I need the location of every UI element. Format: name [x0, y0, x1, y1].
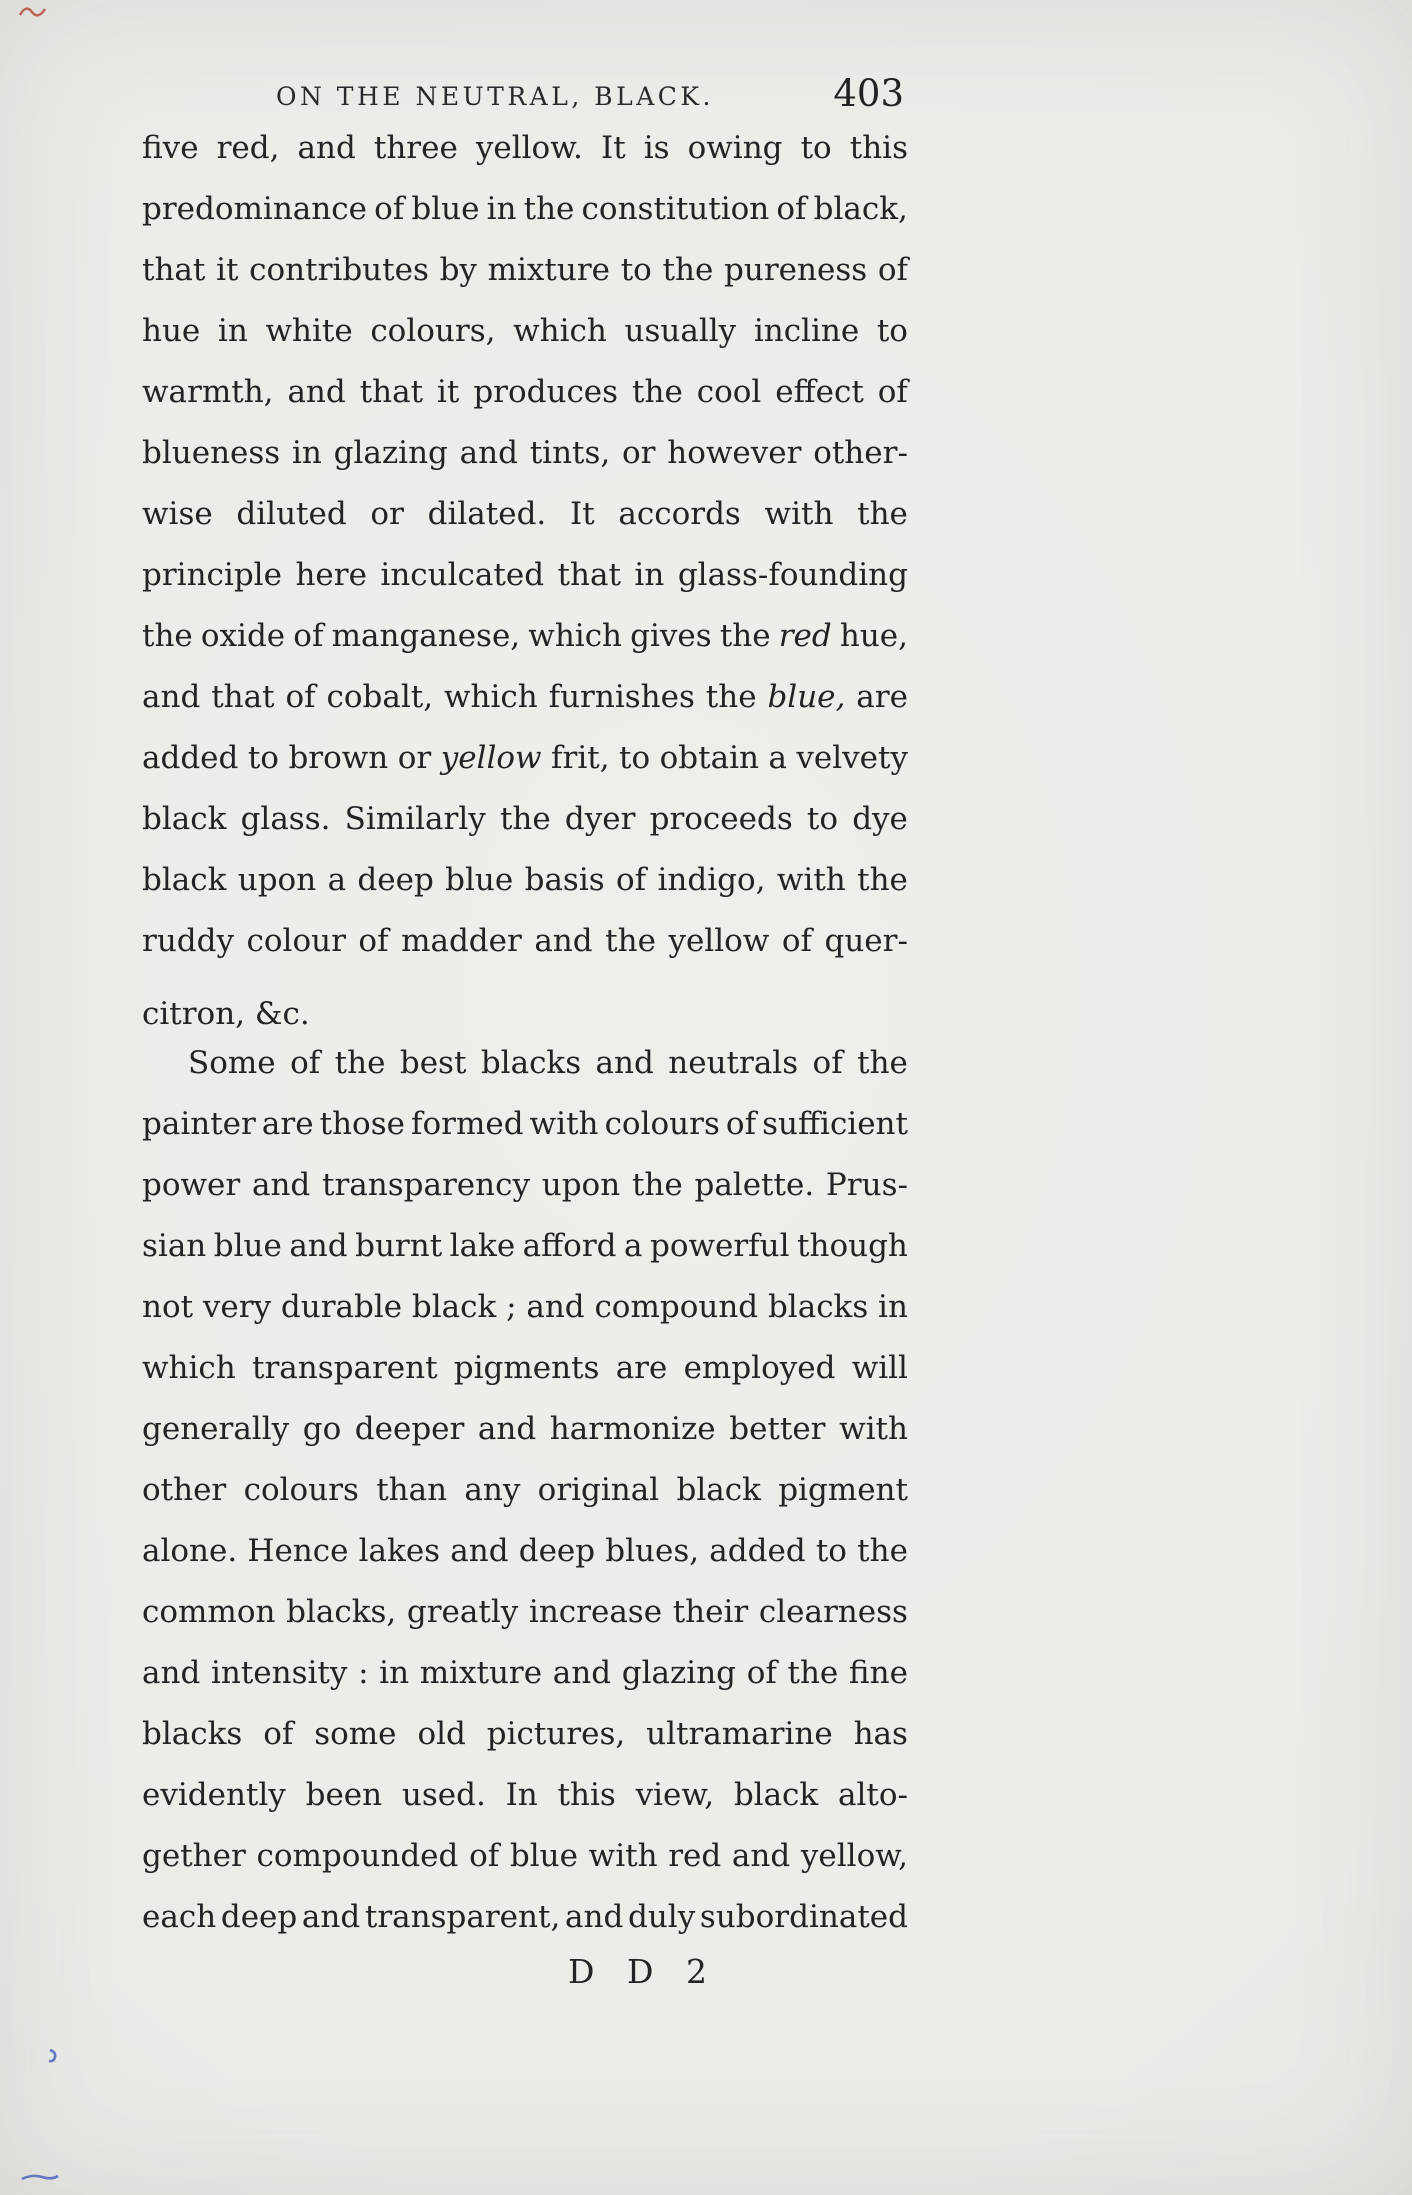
text-word: go [302, 1411, 342, 1447]
text-word: pigment [778, 1472, 908, 1508]
text-word: gives [630, 618, 712, 654]
text-word: incline [753, 313, 860, 349]
text-word: deep [518, 1533, 596, 1569]
text-word: Similarly [344, 801, 486, 837]
text-line [142, 1289, 908, 1350]
text-word: of [877, 374, 908, 410]
text-word: Prus- [825, 1167, 908, 1203]
text-word: red [778, 618, 832, 654]
text-line [142, 1045, 908, 1106]
text-word: and [731, 1838, 791, 1874]
text-word: red, [216, 130, 280, 166]
text-word: of [263, 1716, 294, 1752]
text-word: wise [142, 496, 213, 532]
text-word: accords [618, 496, 741, 532]
text-word: glazing [621, 1655, 737, 1691]
text-word: of [293, 618, 324, 654]
text-word: and [297, 130, 356, 166]
text-word: owing [687, 130, 783, 166]
text-word: upon [541, 1167, 621, 1203]
text-word: very [202, 1289, 272, 1325]
text-word: blueness [142, 435, 281, 471]
text-word: durable [280, 1289, 403, 1325]
text-word: inculcated [380, 557, 545, 593]
text-word: glass-founding [677, 557, 908, 593]
text-word: clearness [758, 1594, 908, 1630]
text-word: Hence [247, 1533, 349, 1569]
page-footer [142, 1952, 908, 1991]
text-word: are [856, 679, 908, 715]
text-word: yellow [440, 740, 542, 776]
text-word: subordinated [699, 1899, 908, 1935]
text-line [142, 557, 908, 618]
text-word: of [469, 1838, 500, 1874]
text-word: compound [594, 1289, 759, 1325]
text-line [142, 984, 908, 1045]
text-word: a [768, 740, 787, 776]
text-word: of [812, 1045, 843, 1081]
text-word: black [733, 1777, 819, 1813]
text-word: or [397, 740, 432, 776]
text-word: increase [528, 1594, 663, 1630]
text-word: manganese, [331, 618, 521, 654]
text-word: pictures, [486, 1716, 626, 1752]
text-word: the [787, 1655, 839, 1691]
text-word: the [142, 618, 193, 654]
text-word: brown [288, 740, 389, 776]
text-word: tints, [529, 435, 611, 471]
text-word: principle [142, 557, 282, 593]
text-word: white [265, 313, 353, 349]
text-word: obtain [659, 740, 759, 776]
text-word: colours [243, 1472, 359, 1508]
text-word: neutrals [668, 1045, 799, 1081]
text-word: and [526, 1289, 585, 1325]
text-word: some [314, 1716, 397, 1752]
text-word: generally [142, 1411, 290, 1447]
text-word: and [142, 1655, 201, 1691]
text-word: original [537, 1472, 660, 1508]
text-word: that [359, 374, 424, 410]
text-word: ; [506, 1289, 517, 1325]
text-line [142, 1167, 908, 1228]
text-word: compounded [256, 1838, 459, 1874]
text-word: and [477, 1411, 537, 1447]
text-word: mixture [419, 1655, 543, 1691]
text-word: frit, [551, 740, 610, 776]
text-word: which [142, 1350, 236, 1386]
text-word: powerful [649, 1228, 790, 1264]
text-word: oxide [200, 618, 286, 654]
text-word: yellow. [475, 130, 583, 166]
text-word: contributes [249, 252, 429, 288]
text-word: and [287, 374, 346, 410]
text-word: by [439, 252, 477, 288]
text-word: used. [401, 1777, 486, 1813]
text-line [142, 1106, 908, 1167]
text-word: has [853, 1716, 908, 1752]
text-word: alone. [142, 1533, 238, 1569]
text-word: which [513, 313, 607, 349]
text-line [142, 1411, 908, 1472]
text-word: those [319, 1106, 405, 1142]
text-word: constitution [581, 191, 770, 227]
page-number: 403 [833, 72, 904, 115]
text-word: basis [524, 862, 605, 898]
text-line [142, 1533, 908, 1594]
running-header-title: ON THE NEUTRAL, BLACK. [275, 82, 714, 111]
text-word: black [676, 1472, 761, 1508]
text-word: of [725, 1106, 757, 1142]
text-word: to [876, 313, 908, 349]
text-word: : [358, 1655, 369, 1691]
text-word: intensity [210, 1655, 348, 1691]
text-word: of [746, 1655, 777, 1691]
text-word: formed [411, 1106, 524, 1142]
text-word: duly [627, 1899, 696, 1935]
text-word: or [622, 435, 656, 471]
text-word: is [643, 130, 670, 166]
text-line [142, 801, 908, 862]
text-word: fine [848, 1655, 908, 1691]
text-word: the [605, 923, 656, 959]
text-word: dilated. [427, 496, 547, 532]
text-word: it [437, 374, 460, 410]
text-word: in [486, 191, 517, 227]
text-word: not [142, 1289, 194, 1325]
text-word: sufficient [762, 1106, 908, 1142]
text-word: better [729, 1411, 826, 1447]
text-word: and [595, 1045, 654, 1081]
text-word: red [668, 1838, 722, 1874]
text-word: It [600, 130, 626, 166]
text-word: black, [813, 191, 908, 227]
text-line [142, 1350, 908, 1411]
text-segment: citron, &c. [142, 996, 310, 1032]
text-word: to [800, 130, 832, 166]
text-word: to [815, 1533, 847, 1569]
text-word: blue [509, 1838, 578, 1874]
text-word: power [142, 1167, 241, 1203]
text-word: afford [522, 1228, 617, 1264]
text-word: to [619, 740, 651, 776]
text-word: quer- [824, 923, 908, 959]
text-word: of [781, 923, 812, 959]
text-line [142, 1777, 908, 1838]
text-word: greatly [406, 1594, 519, 1630]
text-word: of [374, 191, 405, 227]
text-word: this [557, 1777, 616, 1813]
text-line [142, 1838, 908, 1899]
text-word: blacks [767, 1289, 869, 1325]
text-word: each [142, 1899, 217, 1935]
text-word: lake [449, 1228, 516, 1264]
text-word: of [776, 191, 807, 227]
text-word: Some [188, 1045, 276, 1081]
text-word: it [216, 252, 239, 288]
text-word: with [839, 1411, 908, 1447]
text-word: best [399, 1045, 467, 1081]
text-line [142, 679, 908, 740]
text-word: and [552, 1655, 612, 1691]
text-word: glazing [333, 435, 448, 471]
text-word: the [719, 618, 771, 654]
text-word: usually [624, 313, 737, 349]
text-word: colour [246, 923, 346, 959]
text-word: proceeds [649, 801, 793, 837]
text-word: blue [411, 191, 480, 227]
text-line [142, 252, 908, 313]
text-line [142, 496, 908, 557]
text-word: mixture [487, 252, 611, 288]
text-word: palette. [694, 1167, 815, 1203]
text-word: effect [775, 374, 864, 410]
text-word: black [142, 862, 227, 898]
text-word: the [857, 1533, 908, 1569]
text-word: than [376, 1472, 448, 1508]
text-word: blacks [480, 1045, 582, 1081]
text-word: colours [604, 1106, 720, 1142]
printer-signature: D D 2 [568, 1952, 718, 1991]
text-word: sian [142, 1228, 207, 1264]
text-word: furnishes [548, 679, 695, 715]
text-word: that [557, 557, 621, 593]
text-word: been [305, 1777, 383, 1813]
text-line [142, 1655, 908, 1716]
text-word: employed [683, 1350, 836, 1386]
text-word: deep [220, 1899, 298, 1935]
text-word: and [459, 435, 518, 471]
text-word: blues, [605, 1533, 700, 1569]
text-line [142, 1472, 908, 1533]
text-word: will [851, 1350, 908, 1386]
text-line [142, 1716, 908, 1777]
text-word: other [142, 1472, 227, 1508]
text-word: indigo, [657, 862, 766, 898]
text-word: deep [357, 862, 434, 898]
text-word: hue, [839, 618, 908, 654]
text-word: are [615, 1350, 668, 1386]
text-line [142, 862, 908, 923]
text-word: burnt [355, 1228, 443, 1264]
text-word: and [251, 1167, 311, 1203]
text-word: the [523, 191, 575, 227]
text-word: however [667, 435, 802, 471]
text-word: the [857, 1045, 908, 1081]
text-word: madder [401, 923, 522, 959]
text-line [142, 740, 908, 801]
text-word: blue [445, 862, 514, 898]
text-word: transparency [322, 1167, 530, 1203]
text-word: this [849, 130, 908, 166]
text-word: harmonize [549, 1411, 716, 1447]
text-word: alto- [837, 1777, 908, 1813]
text-line [142, 313, 908, 374]
text-word: blue, [767, 679, 846, 715]
text-word: and [301, 1899, 361, 1935]
text-block [142, 130, 908, 1960]
text-word: the [857, 862, 908, 898]
text-word: diluted [236, 496, 347, 532]
text-line [142, 1899, 908, 1960]
text-word: ultramarine [646, 1716, 833, 1752]
text-word: black [411, 1289, 497, 1325]
text-word: in [291, 435, 322, 471]
text-word: the [632, 374, 683, 410]
text-line [142, 374, 908, 435]
blue-ink-scan-dash [20, 2168, 60, 2187]
text-word: yellow [668, 923, 770, 959]
text-word: of [616, 862, 647, 898]
text-word: upon [237, 862, 317, 898]
text-word: with [776, 862, 846, 898]
text-word: a [327, 862, 347, 898]
text-line [142, 130, 908, 191]
text-word: which [528, 618, 623, 654]
text-word: deeper [354, 1411, 465, 1447]
text-word: the [705, 679, 757, 715]
text-word: transparent [251, 1350, 438, 1386]
text-word: velvety [796, 740, 908, 776]
text-word: black [142, 801, 227, 837]
text-word: with [529, 1106, 599, 1142]
text-word: view, [635, 1777, 715, 1813]
text-word: are [261, 1106, 314, 1142]
text-word: that [142, 252, 206, 288]
text-word: that [211, 679, 275, 715]
text-word: evidently [142, 1777, 286, 1813]
text-word: the [334, 1045, 386, 1081]
text-word: ruddy [142, 923, 234, 959]
text-word: and [450, 1533, 509, 1569]
text-word: to [806, 801, 839, 837]
text-word: or [370, 496, 404, 532]
text-word: and [534, 923, 593, 959]
text-word: the [631, 1167, 683, 1203]
text-line [142, 1228, 908, 1289]
text-word: common [142, 1594, 276, 1630]
text-word: in [878, 1289, 908, 1325]
text-word: warmth, [142, 374, 274, 410]
text-word: blue [213, 1228, 282, 1264]
text-word: produces [473, 374, 619, 410]
text-line [142, 191, 908, 252]
text-word: It [569, 496, 595, 532]
text-word: old [417, 1716, 466, 1752]
red-pen-scan-mark [18, 2, 48, 24]
text-word: and [289, 1228, 348, 1264]
text-word: with [764, 496, 834, 532]
text-line [142, 618, 908, 679]
text-word: a [624, 1228, 643, 1264]
text-word: pigments [453, 1350, 600, 1386]
text-word: with [588, 1838, 658, 1874]
text-word: three [373, 130, 458, 166]
text-word: of [358, 923, 389, 959]
text-word: of [290, 1045, 321, 1081]
text-word: In [505, 1777, 538, 1813]
text-word: predominance [142, 191, 367, 227]
text-word: gether [142, 1838, 246, 1874]
text-word: though [797, 1228, 908, 1264]
text-line [142, 1594, 908, 1655]
text-word: pureness [724, 252, 868, 288]
text-word: cobalt, [326, 679, 434, 715]
text-word: colours, [370, 313, 496, 349]
text-word: the [499, 801, 551, 837]
text-word: in [217, 313, 248, 349]
text-word: to [247, 740, 279, 776]
text-word: the [662, 252, 714, 288]
text-word: dye [852, 801, 908, 837]
text-word: yellow, [800, 1838, 908, 1874]
text-word: their [672, 1594, 749, 1630]
text-word: of [877, 252, 908, 288]
text-word: of [285, 679, 316, 715]
text-word: blacks [142, 1716, 243, 1752]
text-word: added [142, 740, 239, 776]
page-header [142, 72, 908, 118]
text-word: dyer [564, 801, 636, 837]
text-word: glass. [240, 801, 331, 837]
text-word: and [565, 1899, 624, 1935]
text-word: in [634, 557, 665, 593]
text-word: lakes [358, 1533, 441, 1569]
text-word: here [295, 557, 367, 593]
text-word: other- [813, 435, 908, 471]
text-word: any [464, 1472, 521, 1508]
text-word: painter [142, 1106, 256, 1142]
text-word: blacks, [286, 1594, 397, 1630]
text-word: cool [696, 374, 762, 410]
text-word: hue [142, 313, 201, 349]
text-word: and [142, 679, 201, 715]
text-word: to [620, 252, 652, 288]
text-word: in [379, 1655, 410, 1691]
text-word: which [443, 679, 538, 715]
text-word: the [857, 496, 908, 532]
text-word: five [142, 130, 199, 166]
text-word: transparent, [364, 1899, 561, 1935]
text-word: added [709, 1533, 806, 1569]
blue-ink-scan-dot [46, 2048, 60, 2068]
text-line [142, 435, 908, 496]
text-line [142, 923, 908, 984]
